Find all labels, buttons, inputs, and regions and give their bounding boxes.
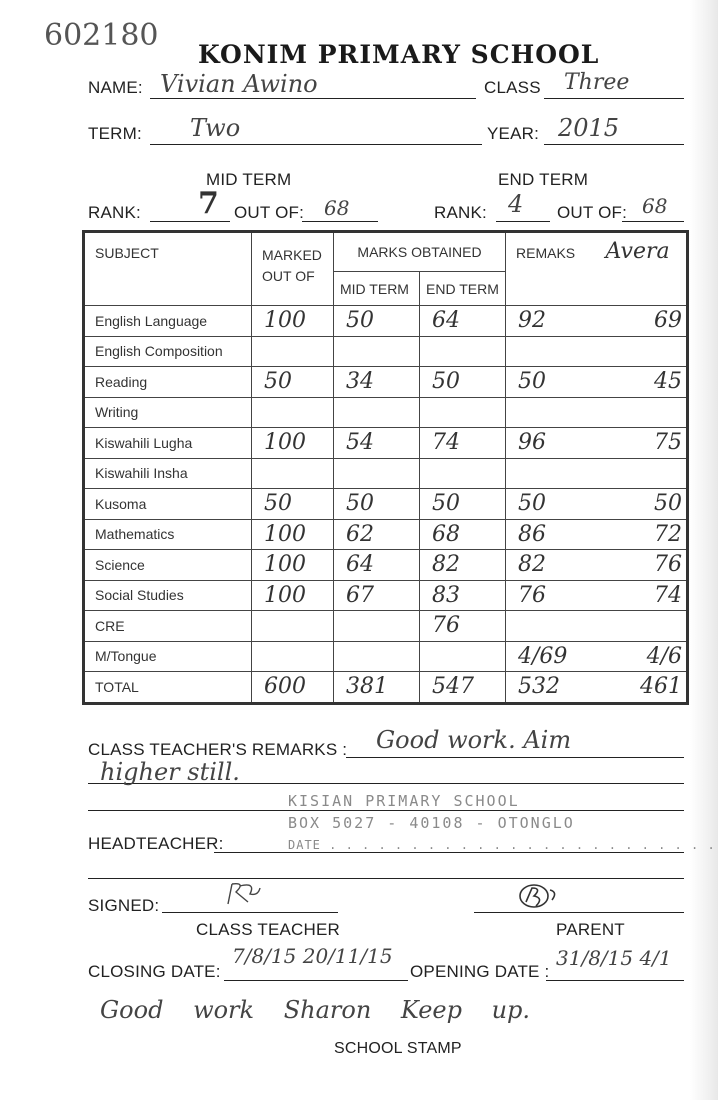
mid-term-cell: 62 <box>334 519 420 550</box>
mid-rank-label: RANK: <box>88 203 141 222</box>
end-term-cell <box>420 336 506 367</box>
signed-label: SIGNED: <box>88 896 160 915</box>
scan-edge <box>690 0 718 1100</box>
end-term-cell: 83 <box>420 580 506 611</box>
marked-out-of-cell: 100 <box>252 428 334 459</box>
remarks-cell: 50 <box>506 367 594 398</box>
school-name: KONIM PRIMARY SCHOOL <box>198 40 600 69</box>
mid-term-cell <box>334 641 420 672</box>
end-term-cell: 68 <box>420 519 506 550</box>
class-teacher-signature-line <box>162 912 338 913</box>
mid-term-cell: 54 <box>334 428 420 459</box>
marked-out-of-cell <box>252 397 334 428</box>
marked-out-of-cell: 50 <box>252 367 334 398</box>
remarks-cell: 532 <box>506 672 594 704</box>
table-row <box>84 519 688 550</box>
marked-out-of-cell <box>252 336 334 367</box>
subject-cell: TOTAL <box>84 672 252 704</box>
marks-table <box>82 230 689 705</box>
end-term-cell: 76 <box>420 611 506 642</box>
average-cell: 4/6 <box>594 641 688 672</box>
average-cell: 74 <box>594 580 688 611</box>
school-stamp-label: SCHOOL STAMP <box>334 1040 462 1057</box>
remarks-cell <box>506 397 594 428</box>
parent-signature <box>512 880 572 912</box>
remarks-cell <box>506 458 594 489</box>
average-cell <box>594 336 688 367</box>
table-row <box>84 367 688 398</box>
remarks-line-1 <box>346 757 684 758</box>
end-term-col-header: END TERM <box>420 272 506 306</box>
end-term-cell: 74 <box>420 428 506 459</box>
subject-cell: Writing <box>84 397 252 428</box>
average-header: Avera <box>594 232 688 306</box>
average-cell: 72 <box>594 519 688 550</box>
mid-term-cell: 67 <box>334 580 420 611</box>
marked-out-of-cell: 100 <box>252 519 334 550</box>
subject-cell: Social Studies <box>84 580 252 611</box>
average-cell: 50 <box>594 489 688 520</box>
class-label: CLASS <box>484 78 541 97</box>
mid-rank-value: 7 <box>198 186 219 221</box>
end-term-cell <box>420 397 506 428</box>
subject-cell: CRE <box>84 611 252 642</box>
marked-out-of-cell <box>252 641 334 672</box>
marks-table-body <box>84 306 688 704</box>
year-value: 2015 <box>558 114 620 142</box>
opening-date-value: 31/8/15 4/1 <box>556 946 672 970</box>
table-row <box>84 550 688 581</box>
opening-date-line <box>546 980 684 981</box>
remarks-cell: 4/69 <box>506 641 594 672</box>
name-label: NAME: <box>88 78 143 97</box>
subject-cell: English Composition <box>84 336 252 367</box>
table-row <box>84 458 688 489</box>
marked-out-of-cell: 100 <box>252 306 334 337</box>
table-row <box>84 672 688 704</box>
mid-term-cell: 34 <box>334 367 420 398</box>
marked-out-of-cell <box>252 611 334 642</box>
average-cell: 69 <box>594 306 688 337</box>
remarks-header: REMAKS <box>506 232 594 306</box>
end-term-cell <box>420 641 506 672</box>
subject-cell: Kiswahili Lugha <box>84 428 252 459</box>
term-label: TERM: <box>88 124 142 143</box>
footer-note: Good work Sharon Keep up. <box>100 996 531 1024</box>
stamp-line-1: KISIAN PRIMARY SCHOOL <box>288 792 520 810</box>
end-rank-value: 4 <box>508 190 524 218</box>
marked-out-of-cell: 100 <box>252 580 334 611</box>
remarks-cell <box>506 336 594 367</box>
end-term-cell: 50 <box>420 489 506 520</box>
remarks-label: CLASS TEACHER'S REMARKS : <box>88 740 348 759</box>
subject-cell: Science <box>84 550 252 581</box>
end-term-cell: 64 <box>420 306 506 337</box>
stamp-line-3: DATE . . . . . . . . . . . . . . . . . . . . . . . . <box>288 838 716 852</box>
year-line <box>544 144 684 145</box>
mid-term-cell: 381 <box>334 672 420 704</box>
term-value: Two <box>190 114 241 142</box>
closing-date-label: CLOSING DATE: <box>88 962 221 981</box>
remarks-text-2: higher still. <box>100 758 240 786</box>
average-cell: 461 <box>594 672 688 704</box>
marked-out-of-cell: 600 <box>252 672 334 704</box>
table-row <box>84 489 688 520</box>
remarks-cell: 96 <box>506 428 594 459</box>
serial-number: 602180 <box>44 18 159 53</box>
headteacher-line-2 <box>88 878 684 879</box>
mid-term-col-header: MID TERM <box>334 272 420 306</box>
mid-term-cell <box>334 611 420 642</box>
average-cell <box>594 458 688 489</box>
marked-out-of-cell: 100 <box>252 550 334 581</box>
mid-out-of-label: OUT OF: <box>234 203 305 222</box>
subject-cell: M/Tongue <box>84 641 252 672</box>
end-term-heading: END TERM <box>498 170 589 189</box>
remarks-cell: 86 <box>506 519 594 550</box>
subject-header: SUBJECT <box>84 232 252 306</box>
end-term-cell: 547 <box>420 672 506 704</box>
subject-cell: Kiswahili Insha <box>84 458 252 489</box>
end-out-of-value: 68 <box>642 194 668 218</box>
remarks-cell: 50 <box>506 489 594 520</box>
table-row <box>84 306 688 337</box>
class-line <box>544 98 684 99</box>
parent-label: PARENT <box>556 920 625 939</box>
year-label: YEAR: <box>487 124 540 143</box>
stamp-line-2: BOX 5027 - 40108 - OTONGLO <box>288 814 575 832</box>
mid-term-cell: 64 <box>334 550 420 581</box>
headteacher-line <box>214 852 684 853</box>
mid-term-cell <box>334 336 420 367</box>
marked-out-of-cell <box>252 458 334 489</box>
opening-date-label: OPENING DATE : <box>410 962 550 981</box>
end-rank-label: RANK: <box>434 203 487 222</box>
marked-out-of-header: MARKED OUT OF <box>252 232 334 306</box>
remarks-cell: 92 <box>506 306 594 337</box>
average-cell: 45 <box>594 367 688 398</box>
marks-obtained-header: MARKS OBTAINED <box>334 232 506 272</box>
closing-date-line <box>224 980 408 981</box>
subject-cell: Mathematics <box>84 519 252 550</box>
end-out-of-label: OUT OF: <box>557 203 628 222</box>
mid-term-cell <box>334 458 420 489</box>
class-teacher-label: CLASS TEACHER <box>196 920 340 939</box>
school-stamp-impression <box>288 790 716 856</box>
headteacher-label: HEADTEACHER: <box>88 834 224 853</box>
table-row <box>84 580 688 611</box>
average-cell <box>594 611 688 642</box>
mid-out-of-value: 68 <box>324 196 350 220</box>
remarks-text-1: Good work. Aim <box>376 726 572 754</box>
remarks-cell <box>506 611 594 642</box>
table-row <box>84 428 688 459</box>
mid-out-of-line <box>302 221 378 222</box>
remarks-cell: 82 <box>506 550 594 581</box>
average-cell: 75 <box>594 428 688 459</box>
class-value: Three <box>564 70 630 95</box>
name-line <box>150 98 476 99</box>
average-cell <box>594 397 688 428</box>
subject-cell: English Language <box>84 306 252 337</box>
end-term-cell: 50 <box>420 367 506 398</box>
end-rank-line <box>496 221 550 222</box>
parent-signature-line <box>474 912 684 913</box>
mid-term-heading: MID TERM <box>206 170 292 189</box>
term-line <box>150 144 482 145</box>
name-value: Vivian Awino <box>160 70 318 98</box>
closing-date-value: 7/8/15 20/11/15 <box>232 944 393 968</box>
table-row <box>84 611 688 642</box>
end-out-of-line <box>622 221 684 222</box>
mid-rank-line <box>150 221 230 222</box>
end-term-cell: 82 <box>420 550 506 581</box>
class-teacher-signature <box>222 878 266 908</box>
mid-term-cell: 50 <box>334 489 420 520</box>
table-row <box>84 397 688 428</box>
subject-cell: Reading <box>84 367 252 398</box>
mid-term-cell: 50 <box>334 306 420 337</box>
remarks-cell: 76 <box>506 580 594 611</box>
table-row <box>84 336 688 367</box>
table-row <box>84 641 688 672</box>
end-term-cell <box>420 458 506 489</box>
marked-out-of-cell: 50 <box>252 489 334 520</box>
average-cell: 76 <box>594 550 688 581</box>
mid-term-cell <box>334 397 420 428</box>
subject-cell: Kusoma <box>84 489 252 520</box>
